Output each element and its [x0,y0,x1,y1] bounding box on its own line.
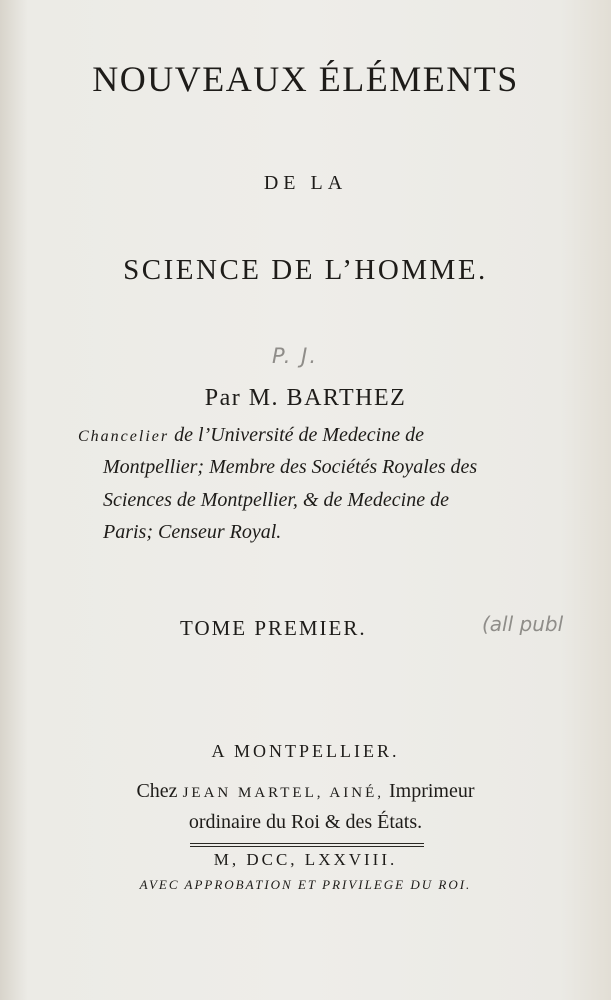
imprint-year: M, DCC, LXXVIII. [213,850,398,869]
imprint-chez: Chez [136,780,178,802]
author-name: M. BARTHEZ [248,385,407,411]
imprint-printer-name: JEAN MARTEL, AINÉ, [182,785,384,801]
imprint-printer-title: Imprimeur [388,780,475,802]
author-description-line-1-rest: de l’Université de Medecine de [174,424,424,446]
imprint-printer-line [0,780,611,803]
author-description-line-1 [78,424,424,447]
divider-rule [190,843,424,844]
title-line-2: DE LA [263,172,348,194]
author-role: Chancelier [78,428,170,445]
volume-label: TOME PREMIER. [180,616,367,640]
title-line-1: NOUVEAUX ÉLÉMENTS [92,59,519,99]
divider-rule [190,846,424,847]
author-par: Par [204,385,242,411]
title-line-3: SCIENCE DE L’HOMME. [123,254,488,286]
imprint-place: A MONTPELLIER. [211,741,400,761]
author-line [0,385,611,412]
author-description-line-3: Sciences de Montpellier, & de Medecine de [103,489,449,511]
handwritten-initials: P. J. [272,344,318,368]
author-description-line-2: Montpellier; Membre des Sociétés Royales des [103,456,478,478]
handwritten-margin-note: (all publ [482,612,564,636]
imprint-line-2: ordinaire du Roi & des États. [188,811,423,833]
imprint-privilege: AVEC APPROBATION ET PRIVILEGE DU ROI. [139,877,472,892]
author-description-line-4: Paris; Censeur Royal. [103,521,282,543]
